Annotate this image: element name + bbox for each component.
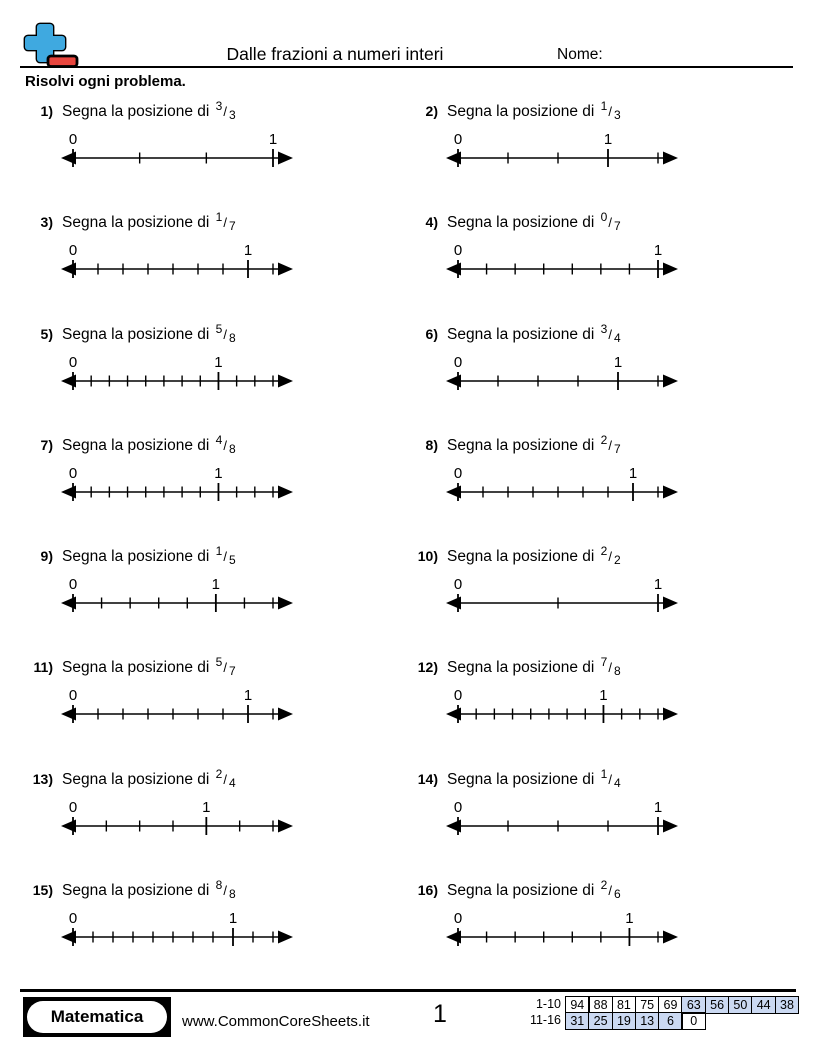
problem-text: Segna la posizione di $^8$/ $_8$ xyxy=(62,878,236,902)
number-line[interactable] xyxy=(445,463,679,507)
one-label: 1 xyxy=(653,798,663,816)
problem-item xyxy=(418,210,770,321)
one-label: 1 xyxy=(243,242,253,260)
fraction-numerator: 2 xyxy=(600,878,608,893)
score-table-row xyxy=(520,1012,799,1030)
fraction-denominator: 7 xyxy=(613,219,621,234)
fraction-denominator: 4 xyxy=(228,775,236,790)
left-arrow-icon xyxy=(446,263,461,276)
problem-text: Segna la posizione di $^1$/ $_4$ xyxy=(447,766,621,790)
score-cell: 81 xyxy=(612,996,637,1014)
number-line[interactable] xyxy=(445,352,679,396)
one-label: 1 xyxy=(613,353,623,371)
fraction-slash-icon: / xyxy=(608,104,612,119)
one-label: 1 xyxy=(653,242,663,260)
number-line[interactable] xyxy=(60,908,294,952)
score-cell: 38 xyxy=(775,996,800,1014)
problem-header xyxy=(33,767,418,790)
one-label: 1 xyxy=(228,910,238,928)
left-arrow-icon xyxy=(61,263,76,276)
fraction-slash-icon: / xyxy=(608,771,612,787)
fraction-numerator: 1 xyxy=(600,766,608,781)
problem-number: 1) xyxy=(40,103,53,119)
fraction-slash-icon: / xyxy=(608,215,612,231)
fraction-denominator: 8 xyxy=(228,887,236,902)
right-arrow-icon xyxy=(278,485,293,498)
fraction-denominator: 7 xyxy=(613,441,621,456)
fraction-numerator: 2 xyxy=(215,766,223,781)
zero-label: 0 xyxy=(453,798,463,816)
number-line[interactable] xyxy=(60,352,294,396)
problem-header xyxy=(418,878,770,901)
problem-header xyxy=(33,210,418,233)
problem-number: 7) xyxy=(40,436,53,453)
one-label: 1 xyxy=(268,131,278,148)
website-link[interactable]: www.CommonCoreSheets.it xyxy=(182,1013,370,1030)
score-range-label: 11-16 xyxy=(529,1013,561,1028)
fraction-numerator: 2 xyxy=(600,432,608,447)
problem-text: Segna la posizione di $^3$/ $_4$ xyxy=(447,321,621,345)
fraction-denominator: 4 xyxy=(613,330,621,345)
number-line[interactable] xyxy=(60,129,294,173)
right-arrow-icon xyxy=(278,374,293,387)
problem-text: Segna la posizione di $^7$/ $_8$ xyxy=(447,655,621,679)
problem-item xyxy=(33,433,418,544)
number-line[interactable] xyxy=(60,797,294,841)
problems-grid xyxy=(33,99,770,989)
fraction-denominator: 4 xyxy=(613,775,621,790)
problem-header xyxy=(418,655,770,678)
fraction-slash-icon: / xyxy=(223,660,227,676)
zero-label: 0 xyxy=(68,687,78,705)
fraction-slash-icon: / xyxy=(223,549,227,565)
problem-number: 3) xyxy=(40,214,53,231)
fraction-slash-icon: / xyxy=(608,437,612,453)
problem-number: 2) xyxy=(425,103,438,119)
right-arrow-icon xyxy=(663,931,678,944)
zero-label: 0 xyxy=(68,576,78,594)
zero-label: 0 xyxy=(68,353,78,371)
number-line[interactable] xyxy=(445,240,679,284)
zero-label: 0 xyxy=(68,464,78,482)
fraction-slash-icon: / xyxy=(223,771,227,787)
one-label: 1 xyxy=(653,576,663,594)
right-arrow-icon xyxy=(663,708,678,721)
one-label: 1 xyxy=(243,687,253,705)
problem-item xyxy=(33,322,418,433)
zero-label: 0 xyxy=(453,131,463,148)
problem-item xyxy=(418,99,770,210)
fraction-slash-icon: / xyxy=(223,883,227,899)
problem-header xyxy=(418,322,770,345)
one-label: 1 xyxy=(214,464,223,482)
problem-text: Segna la posizione di $^2$/ $_2$ xyxy=(447,544,621,568)
score-cell: 25 xyxy=(588,1012,613,1030)
one-label: 1 xyxy=(202,798,211,816)
problem-header xyxy=(33,433,418,456)
score-cell: 31 xyxy=(565,1012,590,1030)
score-cell: 88 xyxy=(588,996,613,1014)
fraction-denominator: 8 xyxy=(613,664,621,679)
number-line[interactable] xyxy=(60,685,294,729)
number-line[interactable] xyxy=(445,574,679,618)
score-cell: 69 xyxy=(658,996,683,1014)
one-label: 1 xyxy=(211,576,221,594)
problem-number: 10) xyxy=(417,548,438,565)
problem-text: Segna la posizione di $^2$/ $_4$ xyxy=(62,766,236,790)
zero-label: 0 xyxy=(68,242,78,260)
problem-text: Segna la posizione di $^3$/ $_3$ xyxy=(62,99,236,122)
problem-header xyxy=(418,433,770,456)
fraction-numerator: 5 xyxy=(215,321,223,336)
left-arrow-icon xyxy=(61,374,76,387)
problem-header xyxy=(418,210,770,233)
problem-item xyxy=(418,322,770,433)
right-arrow-icon xyxy=(663,263,678,276)
number-line[interactable] xyxy=(445,908,679,952)
fraction-denominator: 2 xyxy=(613,553,621,568)
page-number: 1 xyxy=(433,1000,447,1028)
page-title: Dalle frazioni a numeri interi xyxy=(226,44,444,64)
score-cell: 50 xyxy=(728,996,753,1014)
fraction-numerator: 3 xyxy=(600,321,608,336)
fraction-numerator: 7 xyxy=(600,655,608,670)
fraction-denominator: 6 xyxy=(613,887,621,902)
name-line[interactable] xyxy=(20,66,793,68)
left-arrow-icon xyxy=(61,931,76,944)
problem-item xyxy=(33,544,418,655)
problem-item xyxy=(33,655,418,766)
problem-text: Segna la posizione di $^2$/ $_6$ xyxy=(447,878,621,902)
subject-label: Matematica xyxy=(27,1001,167,1033)
number-line[interactable] xyxy=(445,797,679,841)
right-arrow-icon xyxy=(663,597,678,610)
problem-text: Segna la posizione di $^4$/ $_8$ xyxy=(62,432,236,456)
right-arrow-icon xyxy=(663,819,678,832)
zero-label: 0 xyxy=(453,576,463,594)
fraction-numerator: 1 xyxy=(215,210,223,225)
left-arrow-icon xyxy=(446,819,461,832)
score-range-label: 1-10 xyxy=(535,997,561,1011)
problem-number: 14) xyxy=(417,770,438,787)
right-arrow-icon xyxy=(278,597,293,610)
left-arrow-icon xyxy=(446,152,461,165)
score-cell: 94 xyxy=(565,996,590,1014)
fraction-slash-icon: / xyxy=(223,104,227,119)
problem-header xyxy=(33,878,418,901)
zero-label: 0 xyxy=(453,242,463,260)
right-arrow-icon xyxy=(278,819,293,832)
problem-number: 5) xyxy=(40,325,53,342)
left-arrow-icon xyxy=(61,152,76,165)
left-arrow-icon xyxy=(446,374,461,387)
problem-text: Segna la posizione di $^1$/ $_3$ xyxy=(447,99,621,122)
number-line[interactable] xyxy=(60,463,294,507)
problem-item xyxy=(418,433,770,544)
number-line[interactable] xyxy=(445,129,679,173)
problem-item xyxy=(418,878,770,989)
right-arrow-icon xyxy=(278,263,293,276)
score-cell: 19 xyxy=(612,1012,637,1030)
problem-text: Segna la posizione di $^5$/ $_8$ xyxy=(62,321,236,345)
left-arrow-icon xyxy=(61,485,76,498)
problem-text: Segna la posizione di $^0$/ $_7$ xyxy=(447,210,621,234)
problem-item xyxy=(418,767,770,878)
fraction-denominator: 8 xyxy=(228,330,236,345)
subject-badge xyxy=(23,997,171,1037)
problem-number: 15) xyxy=(32,882,53,899)
problem-number: 6) xyxy=(425,325,438,342)
fraction-numerator: 4 xyxy=(215,432,223,447)
fraction-slash-icon: / xyxy=(223,326,227,342)
score-cell: 75 xyxy=(635,996,660,1014)
fraction-slash-icon: / xyxy=(608,326,612,342)
left-arrow-icon xyxy=(61,819,76,832)
fraction-numerator: 8 xyxy=(215,878,223,893)
score-cell: 44 xyxy=(751,996,776,1014)
fraction-denominator: 3 xyxy=(228,108,236,122)
fraction-denominator: 7 xyxy=(228,664,236,679)
problem-number: 8) xyxy=(425,436,438,453)
problem-number: 9) xyxy=(40,548,53,565)
problem-number: 16) xyxy=(417,882,438,899)
one-label: 1 xyxy=(628,464,638,482)
problem-number: 13) xyxy=(32,770,53,787)
problem-text: Segna la posizione di $^1$/ $_7$ xyxy=(62,210,236,234)
problem-number: 4) xyxy=(425,214,438,231)
left-arrow-icon xyxy=(61,708,76,721)
fraction-numerator: 1 xyxy=(600,99,608,113)
right-arrow-icon xyxy=(278,708,293,721)
left-arrow-icon xyxy=(446,708,461,721)
problem-item xyxy=(33,99,418,210)
fraction-numerator: 5 xyxy=(215,655,223,670)
problem-text: Segna la posizione di $^2$/ $_7$ xyxy=(447,432,621,456)
right-arrow-icon xyxy=(663,152,678,165)
one-label: 1 xyxy=(599,687,608,705)
number-line[interactable] xyxy=(60,574,294,618)
problem-text: Segna la posizione di $^1$/ $_5$ xyxy=(62,544,236,568)
fraction-slash-icon: / xyxy=(608,883,612,899)
score-cell: 13 xyxy=(635,1012,660,1030)
problem-header xyxy=(418,99,770,122)
problem-header xyxy=(418,544,770,567)
problem-item xyxy=(418,544,770,655)
instruction-text: Risolvi ogni problema. xyxy=(25,73,186,90)
score-cell: 56 xyxy=(705,996,730,1014)
problem-number: 12) xyxy=(417,659,438,676)
problem-text: Segna la posizione di $^5$/ $_7$ xyxy=(62,655,236,679)
fraction-numerator: 3 xyxy=(215,99,223,113)
fraction-numerator: 1 xyxy=(215,544,223,559)
number-line[interactable] xyxy=(60,240,294,284)
zero-label: 0 xyxy=(453,687,463,705)
right-arrow-icon xyxy=(278,152,293,165)
right-arrow-icon xyxy=(663,485,678,498)
fraction-numerator: 2 xyxy=(600,544,608,559)
one-label: 1 xyxy=(214,353,223,371)
problem-header xyxy=(418,767,770,790)
fraction-denominator: 3 xyxy=(613,108,621,122)
fraction-denominator: 8 xyxy=(228,441,236,456)
problem-header xyxy=(33,322,418,345)
fraction-slash-icon: / xyxy=(223,215,227,231)
problem-header xyxy=(33,99,418,122)
problem-header xyxy=(33,544,418,567)
one-label: 1 xyxy=(603,131,613,148)
left-arrow-icon xyxy=(446,485,461,498)
number-line[interactable] xyxy=(445,685,679,729)
zero-label: 0 xyxy=(68,910,78,928)
problem-header xyxy=(33,655,418,678)
left-arrow-icon xyxy=(446,931,461,944)
left-arrow-icon xyxy=(61,597,76,610)
problem-item xyxy=(33,878,418,989)
problem-item xyxy=(418,655,770,766)
zero-label: 0 xyxy=(453,910,463,928)
right-arrow-icon xyxy=(278,931,293,944)
zero-label: 0 xyxy=(453,353,463,371)
left-arrow-icon xyxy=(446,597,461,610)
fraction-slash-icon: / xyxy=(608,660,612,676)
zero-label: 0 xyxy=(453,464,463,482)
fraction-slash-icon: / xyxy=(608,549,612,565)
one-label: 1 xyxy=(625,910,634,928)
fraction-slash-icon: / xyxy=(223,437,227,453)
problem-item xyxy=(33,767,418,878)
score-cell: 6 xyxy=(658,1012,683,1030)
zero-label: 0 xyxy=(68,798,78,816)
fraction-numerator: 0 xyxy=(600,210,608,225)
score-table xyxy=(520,996,799,1030)
name-label: Nome: xyxy=(557,46,603,63)
score-cell: 0 xyxy=(681,1012,706,1030)
problem-number: 11) xyxy=(33,659,53,676)
score-cell: 63 xyxy=(681,996,706,1014)
fraction-denominator: 7 xyxy=(228,219,236,234)
fraction-denominator: 5 xyxy=(228,553,236,568)
plus-minus-logo-icon xyxy=(20,8,80,68)
right-arrow-icon xyxy=(663,374,678,387)
footer-divider xyxy=(20,989,796,992)
score-table-row xyxy=(520,996,799,1014)
problem-item xyxy=(33,210,418,321)
zero-label: 0 xyxy=(68,131,78,148)
